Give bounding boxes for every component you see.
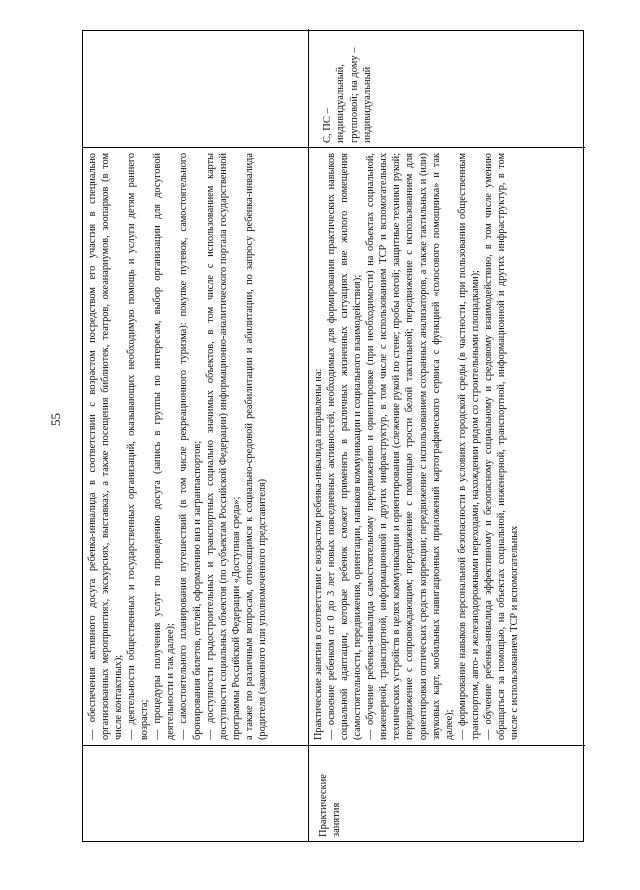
text-line: Практические занятия в соответствии с возрастом ребенка-инвалида направлены на: bbox=[313, 368, 324, 740]
text-line: — процедуры получения услуг по проведению досуга (запись в группы по интересам, выбор организации для досуговой деятельности и так далее); bbox=[152, 153, 177, 740]
form-of-work-cell bbox=[83, 29, 309, 147]
text-line: — обучение ребенка-инвалида самостоятельному передвижению и ориентировке (при необходимости) на объектах социальной, инженерной, транспортной, информационной и других инфраструктур, в том числе с использованием ТСР и вспомогательных технических устройств в целях коммуникации и ориентирования (слежение рукой по стене; пробы ногой; защитные техники рукой; передвижение с сопровождающим; передвижение с помощью трости белой тактильной; передвижение с использованием для ориентировки оптических средств коррекции; передвижение с использованием сохранных анализаторов, а также тактильных и (или) звуковых карт, мобильных навигационных приложений картографического сервиса с функцией «голосового помощника» и так далее); bbox=[365, 153, 455, 740]
text-line: — формирование навыков персональной безопасности в условиях городской среды (в частности, при пользовании общественным транспортом, авто- и железнодорожными переходами, нахождении рядом со строительными площадками); bbox=[456, 153, 481, 740]
text-line: — обеспечения активного досуга ребенка-инвалида в соответствии с возрастом посредством его участия в специально организованных мероприятиях, экскурсиях, выставках, а также посещения библиотек, театров, океанариумов, зоопарков (в том числе контактных); bbox=[87, 153, 125, 740]
text-line: а также по различным вопросам, относящимся к социально-средовой реабилитации и абилитации, по запросу ребенка-инвалида (родителя (законного или уполномоченного представителя) bbox=[243, 153, 268, 740]
description-cell bbox=[83, 147, 309, 745]
description-cell bbox=[309, 147, 585, 745]
page-number: 55 bbox=[48, 413, 63, 426]
rotated-page-content bbox=[82, 30, 584, 842]
section-label-cell: Практические занятия bbox=[309, 745, 585, 841]
section-label-cell bbox=[83, 745, 309, 841]
text-line: — деятельности общественных и государственных организаций, оказывающих необходимую помощь и услуги детям раннего возраста; bbox=[126, 153, 151, 740]
service-table bbox=[82, 30, 584, 842]
text-line: — самостоятельного планирования путешествий (в том числе рекреационного туризма): покупке путевок, самостоятельного бронирования билетов, отелей, оформлению виз и загранпаспортов; bbox=[178, 153, 203, 740]
text-line: — доступности градостроительных и транспортных социально значимых объектов, в том числе с использованием карты доступности социальных объектов (по субъектам Российской Федерации) информационно-аналитического портала государственной программы Российской Федерации «Доступная среда»; bbox=[204, 153, 242, 740]
text-line: — обучение ребенка-инвалида эффективному и безопасному социальному и средовому взаимодействию, в том числе умению обращаться за помощью, на объектах социальной, инженерной, транспортной, информационной и других инфраструктур, в том числе с использованием ТСР и вспомогательных bbox=[482, 153, 520, 740]
text-line: — освоение ребенком от 0 до 3 лет новых повседневных активностей, необходимых для формирования практических навыков социальной адаптации, которые ребенок сможет применять в различных жизненных ситуациях вне жилого помещения (самостоятельности, передвижения, ориентации, навыков коммуникации и социального взаимодействия); bbox=[326, 153, 364, 740]
form-of-work-cell: С, ПС – индивидуальный, групповой; на дому – индивидуальный bbox=[322, 47, 374, 143]
